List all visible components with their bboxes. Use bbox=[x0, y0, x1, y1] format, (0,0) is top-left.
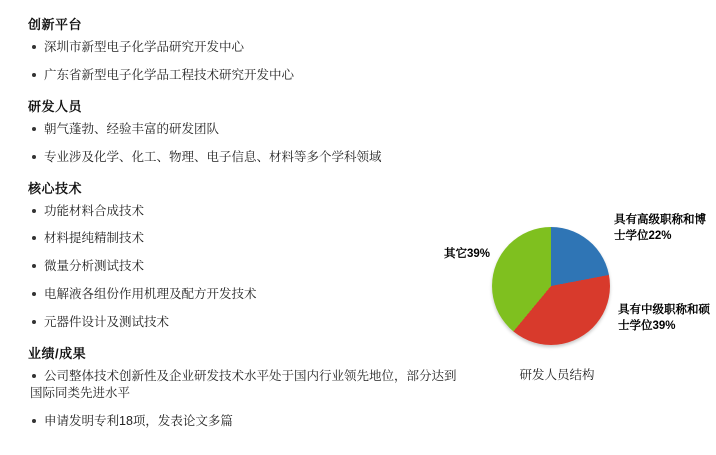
section-title: 研发人员 bbox=[28, 98, 83, 114]
list-item: 电解液各组份作用机理及配方开发技术 bbox=[0, 286, 470, 303]
chart-caption: 研发人员结构 bbox=[519, 368, 595, 382]
pie-label-senior: 具有高级职称和博士学位22% bbox=[614, 214, 706, 242]
pie-label-other: 其它39% bbox=[443, 248, 490, 260]
list-item: 申请发明专利18项，发表论文多篇 bbox=[0, 413, 470, 430]
pie-label-intermediate: 具有中级职称和硕士学位39% bbox=[618, 304, 710, 332]
list-item: 深圳市新型电子化学品研究开发中心 bbox=[0, 39, 470, 56]
rd-personnel-pie-chart bbox=[430, 205, 716, 405]
section-title: 业绩/成果 bbox=[28, 345, 87, 361]
section-core-technology bbox=[0, 178, 470, 331]
list-item: 功能材料合成技术 bbox=[0, 203, 470, 220]
section-title: 创新平台 bbox=[28, 17, 83, 32]
bullet-list bbox=[0, 368, 470, 430]
list-item: 材料提纯精制技术 bbox=[0, 230, 470, 247]
pie-graphic bbox=[492, 227, 610, 345]
section-achievements bbox=[0, 343, 470, 430]
section-rd-personnel bbox=[0, 96, 470, 166]
list-item-line1: 公司整体技术创新性及企业研发技术水平处于国内行业领先地位，部分达到 bbox=[44, 368, 457, 383]
list-item: 广东省新型电子化学品工程技术研究开发中心 bbox=[0, 67, 470, 84]
pie-slices bbox=[492, 227, 610, 345]
section-title: 核心技术 bbox=[28, 180, 83, 196]
list-item-line2: 国际同类先进水平 bbox=[30, 385, 131, 400]
list-item: 微量分析测试技术 bbox=[0, 258, 470, 275]
list-item: 朝气蓬勃、经验丰富的研发团队 bbox=[0, 121, 470, 138]
section-innovation-platform bbox=[0, 14, 470, 84]
list-item: 元器件设计及测试技术 bbox=[0, 314, 470, 331]
list-item bbox=[0, 368, 470, 402]
bullet-list bbox=[0, 39, 470, 84]
list-item: 专业涉及化学、化工、物理、电子信息、材料等多个学科领域 bbox=[0, 149, 470, 166]
bullet-list bbox=[0, 121, 470, 166]
bullet-list bbox=[0, 203, 470, 331]
